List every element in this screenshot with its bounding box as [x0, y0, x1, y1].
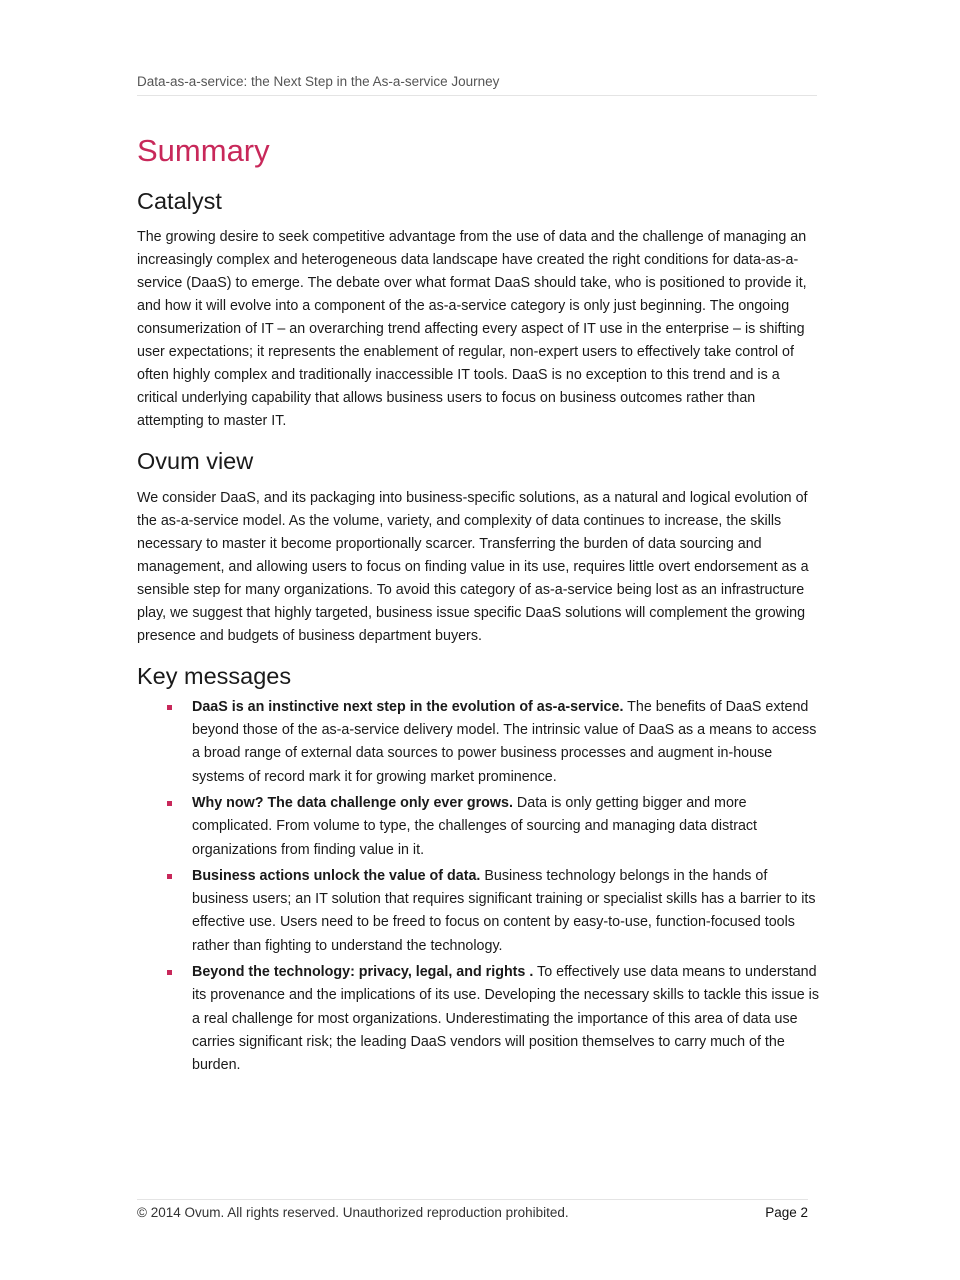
list-item — [137, 865, 822, 958]
key-messages-list — [137, 696, 822, 1078]
bullet-square-icon — [167, 705, 172, 710]
bullet-square-icon — [167, 801, 172, 806]
bullet-lead: Business actions unlock the value of data. — [192, 867, 481, 884]
list-item — [137, 696, 822, 789]
bullet-square-icon — [167, 970, 172, 975]
page-content — [137, 132, 822, 1081]
bullet-lead: DaaS is an instinctive next step in the evolution of as-a-service. — [192, 698, 624, 715]
ovum-view-section — [137, 447, 822, 647]
bullet-text: The benefits of DaaS extend beyond those of the as-a-service delivery model. The intrinsic value of DaaS as a means to access a broad range of external data sources to power business processes and augment in-house systems of record mark it for growing market prominence. — [192, 698, 817, 785]
catalyst-heading: Catalyst — [137, 188, 222, 215]
summary-title: Summary — [137, 133, 270, 168]
bullet-text: Data is only getting bigger and more complicated. From volume to type, the challenges of sourcing and managing data distract organizations from finding value in it. — [192, 794, 758, 858]
key-messages-heading: Key messages — [137, 662, 292, 689]
copyright-notice: © 2014 Ovum. All rights reserved. Unauthorized reproduction prohibited. — [137, 1205, 569, 1220]
page-number: Page 2 — [765, 1205, 808, 1220]
bullet-lead: Beyond the technology: privacy, legal, and rights . — [192, 964, 534, 981]
catalyst-section — [137, 187, 822, 433]
key-messages-section — [137, 662, 822, 1078]
list-item — [137, 792, 822, 862]
list-item — [137, 961, 822, 1077]
bullet-text: To effectively use data means to understand its provenance and the implications of its use. Developing the necessary skills to tackle this issue is a real challenge for most organizations. Underestimating the importance of this area of data use carries significant risk; the leading DaaS vendors will position themselves to carry much of the burden. — [192, 964, 819, 1074]
bullet-square-icon — [167, 874, 172, 879]
page-footer — [137, 1199, 808, 1220]
ovum-view-heading: Ovum view — [137, 448, 254, 475]
catalyst-body: The growing desire to seek competitive advantage from the use of data and the challenge of managing an increasingly complex and heterogeneous data landscape have created the right conditions for data-as-a-service (DaaS) to emerge. The debate over what format DaaS should take, who is positioned to provide it, and how it will evolve into a component of the as-a-service category is only just beginning. The ongoing consumerization of IT – an overarching trend affecting every aspect of IT use in the enterprise – is shifting user expectations; it represents the enablement of regular, non-expert users to effectively take control of often highly complex and traditionally inaccessible IT tools. DaaS is no exception to this trend and is a critical underlying capability that allows business users to focus on business outcomes rather than attempting to master IT. — [137, 229, 807, 430]
running-header: Data-as-a-service: the Next Step in the As-a-service Journey — [137, 74, 817, 96]
bullet-text: Business technology belongs in the hands of business users; an IT solution that requires significant training or specialist skills has a barrier to its effective use. Users need to be freed to focus on content by easy-to-use, function-focused tools rather than fighting to understand the technology. — [192, 867, 816, 954]
ovum-view-body: We consider DaaS, and its packaging into business-specific solutions, as a natural and logical evolution of the as-a-service model. As the volume, variety, and complexity of data continues to increase, the skills necessary to master it become proportionally scarcer. Transferring the burden of data sourcing and management, and allowing users to focus on finding value in its use, requires little overt endorsement as a sensible step for many organizations. To avoid this category of as-a-service being lost as an infrastructure play, we suggest that highly targeted, business issue specific DaaS solutions will complement the growing presence and budgets of business department buyers. — [137, 489, 809, 644]
bullet-lead: Why now? The data challenge only ever grows. — [192, 794, 513, 811]
